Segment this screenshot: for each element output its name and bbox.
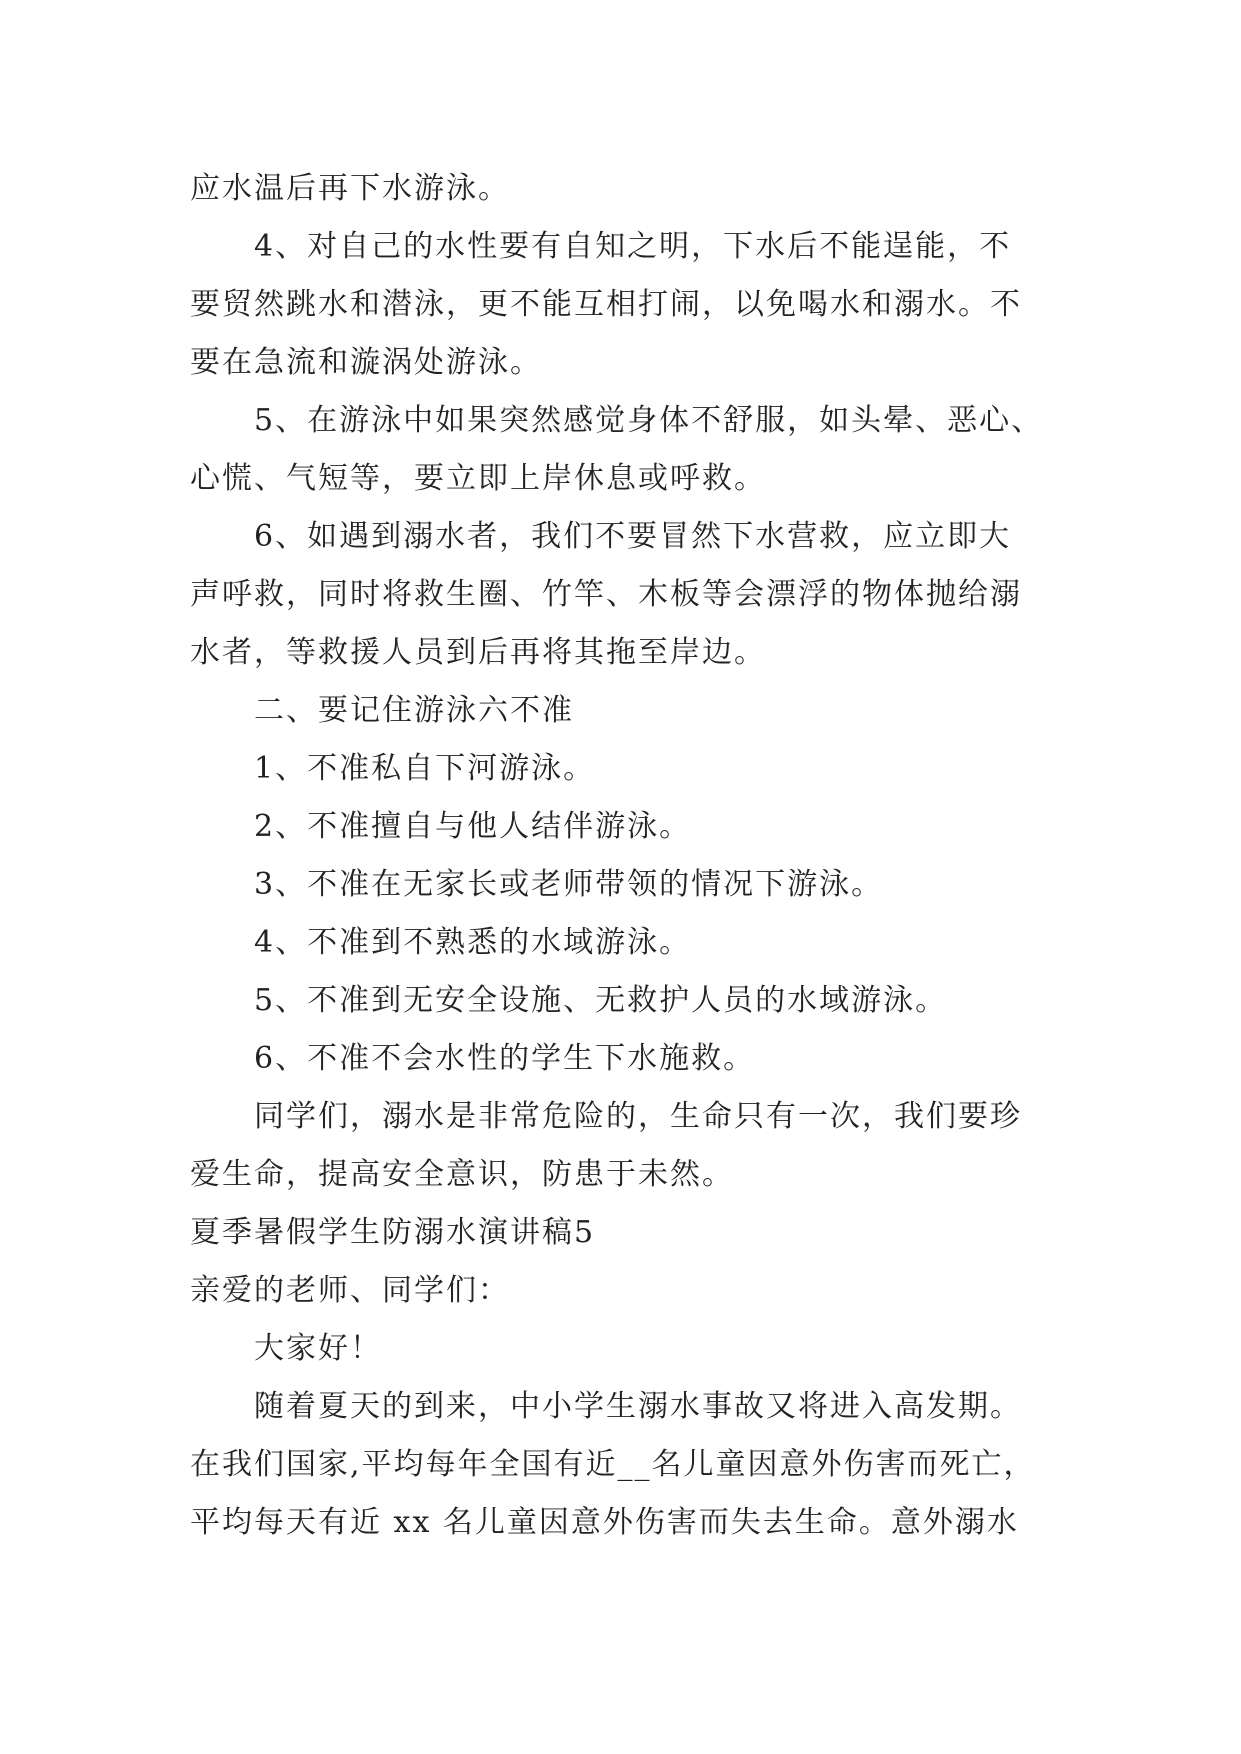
document-body	[190, 160, 1075, 1552]
text-line: 6、如遇到溺水者，我们不要冒然下水营救，应立即大	[254, 519, 1012, 554]
text-line: 4、对自己的水性要有自知之明，下水后不能逞能，不	[254, 229, 1012, 264]
text-line: 要贸然跳水和潜泳，更不能互相打闹，以免喝水和溺水。不	[190, 287, 1022, 322]
list-item: 5、不准到无安全设施、无救护人员的水域游泳。	[254, 983, 948, 1018]
document-title: 夏季暑假学生防溺水演讲稿5	[190, 1215, 596, 1250]
text-line: 声呼救，同时将救生圈、竹竿、木板等会漂浮的物体抛给溺	[190, 577, 1022, 612]
text-line: 水者，等救援人员到后再将其拖至岸边。	[190, 635, 766, 670]
text-line: 同学们，溺水是非常危险的，生命只有一次，我们要珍	[254, 1099, 1022, 1134]
section-heading: 二、要记住游泳六不准	[254, 693, 574, 728]
text-line: 在我们国家,平均每年全国有近__名儿童因意外伤害而死亡，	[190, 1447, 1036, 1482]
greeting: 大家好！	[254, 1331, 382, 1366]
text-line: 随着夏天的到来，中小学生溺水事故又将进入高发期。	[254, 1389, 1022, 1424]
text-line: 5、在游泳中如果突然感觉身体不舒服，如头晕、恶心、	[254, 403, 1044, 438]
list-item: 2、不准擅自与他人结伴游泳。	[254, 809, 692, 844]
list-item: 6、不准不会水性的学生下水施救。	[254, 1041, 756, 1076]
text-line: 平均每天有近 xx 名儿童因意外伤害而失去生命。意外溺水	[190, 1505, 1019, 1540]
text-line: 心慌、气短等，要立即上岸休息或呼救。	[190, 461, 766, 496]
list-item: 1、不准私自下河游泳。	[254, 751, 596, 786]
list-item: 4、不准到不熟悉的水域游泳。	[254, 925, 692, 960]
text-line: 应水温后再下水游泳。	[190, 171, 510, 206]
salutation: 亲爱的老师、同学们：	[190, 1273, 510, 1308]
list-item: 3、不准在无家长或老师带领的情况下游泳。	[254, 867, 884, 902]
text-line: 要在急流和漩涡处游泳。	[190, 345, 542, 380]
text-line: 爱生命，提高安全意识，防患于未然。	[190, 1157, 734, 1192]
